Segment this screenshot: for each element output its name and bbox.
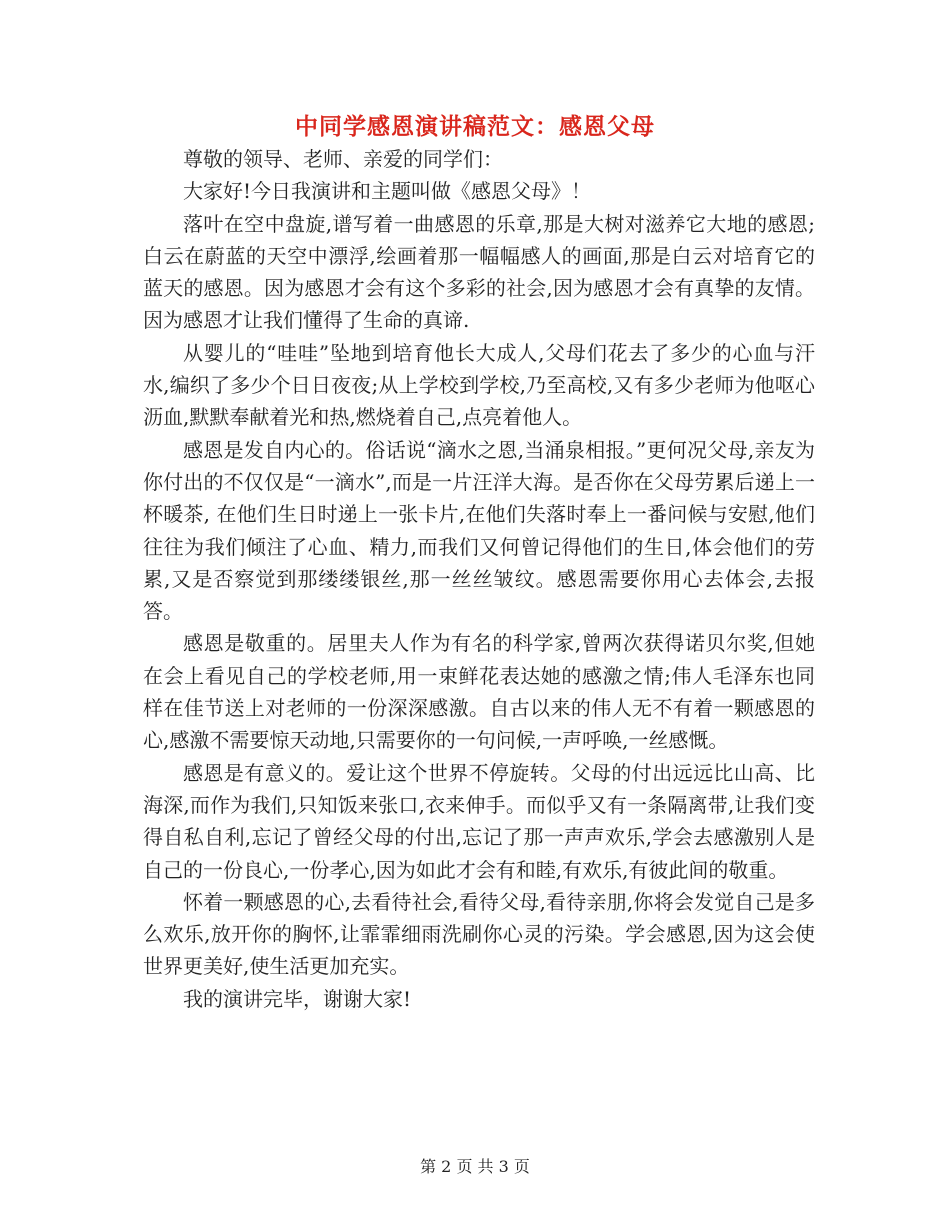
body-paragraph: 感恩是敬重的。居里夫人作为有名的科学家,曾两次获得诺贝尔奖,但她在会上看见自己的学校老师,用一束鲜花表达她的感激之情;伟人毛泽东也同样在佳节送上对老师的一份深深感激。自古以来的伟人无不有着一颗感恩的心,感激不需要惊天动地,只需要你的一句问候,一声呼唤,一丝感慨。 bbox=[143, 631, 815, 753]
salutation-paragraph: 尊敬的领导、老师、亲爱的同学们： bbox=[183, 147, 503, 171]
body-paragraph: 落叶在空中盘旋,谱写着一曲感恩的乐章,那是大树对滋养它大地的感恩;白云在蔚蓝的天空中漂浮,绘画着那一幅幅感人的画面,那是白云对培育它的蓝天的感恩。因为感恩才会有这个多彩的社会,因为感恩才会有真挚的友情。因为感恩才让我们懂得了生命的真谛. bbox=[143, 211, 815, 333]
closing-paragraph: 我的演讲完毕，谢谢大家! bbox=[183, 986, 412, 1011]
body-paragraph: 感恩是有意义的。爱让这个世界不停旋转。父母的付出远远比山高、比海深,而作为我们,只知饭来张口,衣来伸手。而似乎又有一条隔离带,让我们变得自私自利,忘记了曾经父母的付出,忘记了那一声声欢乐,学会去感激别人是自己的一份良心,一份孝心,因为如此才会有和睦,有欢乐,有彼此间的敬重。 bbox=[143, 760, 815, 882]
document-title: 中同学感恩演讲稿范文：感恩父母 bbox=[295, 113, 655, 140]
greeting-paragraph: 大家好!今日我演讲和主题叫做《感恩父母》！ bbox=[183, 179, 592, 204]
body-paragraph: 感恩是发自内心的。俗话说“滴水之恩,当涌泉相报。”更何况父母,亲友为你付出的不仅仅是“一滴水”,而是一片汪洋大海。是否你在父母劳累后递上一杯暖茶, 在他们生日时递上一张卡片,在他们失落时奉上一番问候与安慰,他们往往为我们倾注了心血、精力,而我们又何曾记得他们的生日,体会他们的劳累,又是否察觉到那缕缕银丝,那一丝丝皱纹。感恩需要你用心去体会,去报答。 bbox=[143, 437, 815, 624]
page-number-footer: 第 2 页 共 3 页 bbox=[420, 1157, 530, 1176]
body-paragraph: 从婴儿的“哇哇”坠地到培育他长大成人,父母们花去了多少的心血与汗水,编织了多少个日日夜夜;从上学校到学校,乃至高校,又有多少老师为他呕心沥血,默默奉献着光和热,燃烧着自己,点亮着他人。 bbox=[143, 340, 815, 430]
document-body bbox=[143, 143, 815, 1015]
body-paragraph: 怀着一颗感恩的心,去看待社会,看待父母,看待亲朋,你将会发觉自己是多么欢乐,放开你的胸怀,让霏霏细雨洗刷你心灵的污染。学会感恩,因为这会使世界更美好,使生活更加充实。 bbox=[143, 889, 815, 979]
